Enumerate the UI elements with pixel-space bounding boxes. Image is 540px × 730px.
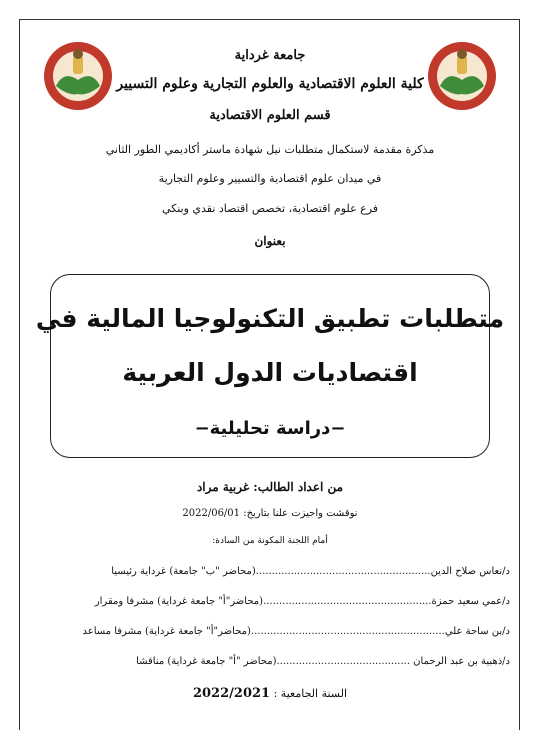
thesis-title-line1: متطلبات تطبيق التكنولوجيا المالية في — [35, 304, 505, 333]
committee-member-name: د/نعاس صلاح الدين....... — [408, 566, 510, 577]
academic-year — [0, 686, 540, 701]
student-name: من اعداد الطالب: غربية مراد — [196, 480, 344, 494]
faculty-name: كلية العلوم الاقتصادية والعلوم التجارية وعلوم التسيير — [116, 76, 424, 92]
academic-year-label: السنة الجامعية : — [273, 687, 348, 700]
thesis-title-line2: اقتصاديات الدول العربية — [122, 358, 418, 387]
committee-member-role: (محاضر"أ" جامعة غرداية) مشرفا ومقرار — [94, 596, 264, 607]
committee-dots: ................................................... — [250, 626, 414, 637]
committee-member-role: (محاضر "أ" جامعة غرداية) مناقشا — [136, 656, 277, 667]
thesis-subtitle: −دراسة تحليلية− — [194, 418, 346, 439]
committee-intro: أمام اللجنة المكونة من السادة: — [212, 536, 328, 546]
branch-text: فرع علوم اقتصادية، تخصص اقتصاد نقدي وبنكي — [161, 202, 379, 215]
committee-dots: .................................. — [276, 656, 385, 667]
titled-label: بعنوان — [254, 234, 286, 248]
field-text: في ميدان علوم اقتصادية والتسيير وعلوم التجارية — [158, 172, 382, 185]
committee-member-name: د/عمي سعيد حمزة...... — [412, 596, 510, 607]
committee-member-role: (محاضر "ب" جامعة) غرداية رئيسيا — [111, 566, 256, 577]
committee-member-name: د/بن ساحة علي.......... — [413, 626, 510, 637]
committee-row — [40, 626, 510, 637]
committee-dots: ............................................... — [263, 596, 413, 607]
university-name: جامعة غرداية — [234, 48, 306, 63]
academic-year-value: 2022/2021 — [192, 686, 271, 701]
committee-row — [40, 566, 510, 577]
committee-row — [40, 656, 510, 667]
defense-date: نوقشت واجيزت علنا بتاريخ: 2022/06/01 — [182, 508, 358, 519]
department-name: قسم العلوم الاقتصادية — [209, 108, 331, 123]
committee-member-name: د/ذهبية بن عبد الرحمان ........ — [384, 656, 510, 667]
committee-dots: ................................................ — [255, 566, 409, 577]
committee-member-role: (محاضر"أ" جامعة غرداية) مشرفا مساعد — [82, 626, 251, 637]
committee-row — [40, 596, 510, 607]
memo-text: مذكرة مقدمة لاستكمال متطلبات نيل شهادة ماستر أكاديمي الطور الثاني — [105, 143, 435, 156]
